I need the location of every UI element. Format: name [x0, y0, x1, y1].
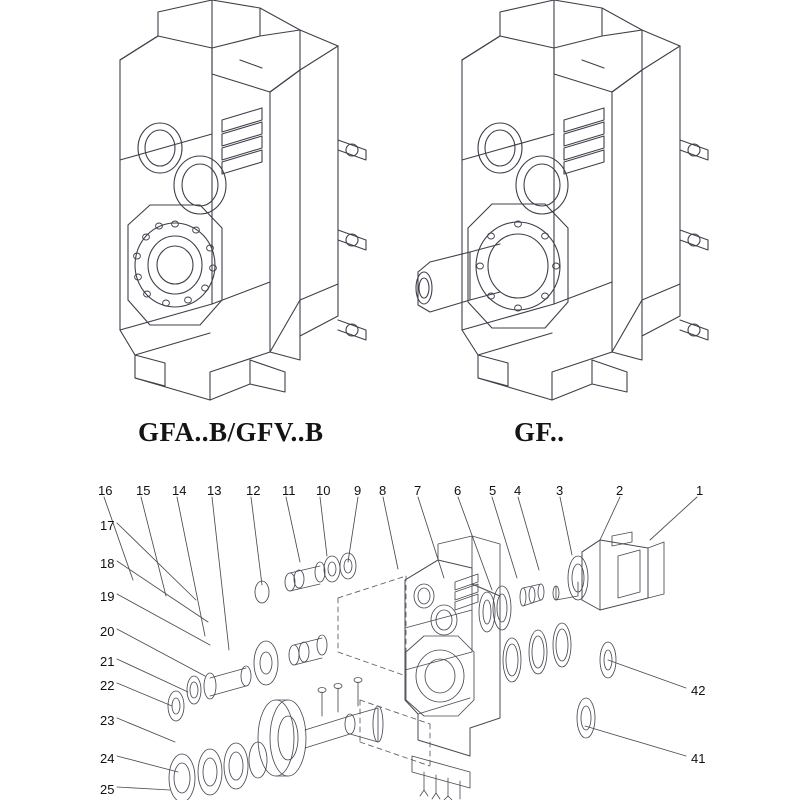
callout-16: 16 — [98, 483, 113, 498]
callout-23: 23 — [100, 713, 115, 728]
callout-19: 19 — [100, 589, 115, 604]
callout-11: 11 — [282, 483, 296, 498]
callout-20: 20 — [100, 624, 115, 639]
callout-10: 10 — [316, 483, 331, 498]
callout-2: 2 — [616, 483, 624, 498]
callout-42: 42 — [691, 683, 706, 698]
caption-right: GF.. — [514, 417, 565, 447]
callout-17: 17 — [100, 518, 115, 533]
callout-24: 24 — [100, 751, 115, 766]
callout-25: 25 — [100, 782, 115, 797]
callout-4: 4 — [514, 483, 522, 498]
callout-5: 5 — [489, 483, 497, 498]
callout-41: 41 — [691, 751, 706, 766]
callout-18: 18 — [100, 556, 115, 571]
callout-3: 3 — [556, 483, 564, 498]
callout-21: 21 — [100, 654, 115, 669]
callout-13: 13 — [207, 483, 222, 498]
callout-6: 6 — [454, 483, 462, 498]
callout-15: 15 — [136, 483, 151, 498]
callout-22: 22 — [100, 678, 115, 693]
callout-8: 8 — [379, 483, 387, 498]
callout-12: 12 — [246, 483, 261, 498]
callout-14: 14 — [172, 483, 187, 498]
callout-1: 1 — [696, 483, 704, 498]
callout-7: 7 — [414, 483, 422, 498]
caption-left: GFA..B/GFV..B — [138, 417, 324, 447]
callout-9: 9 — [354, 483, 362, 498]
